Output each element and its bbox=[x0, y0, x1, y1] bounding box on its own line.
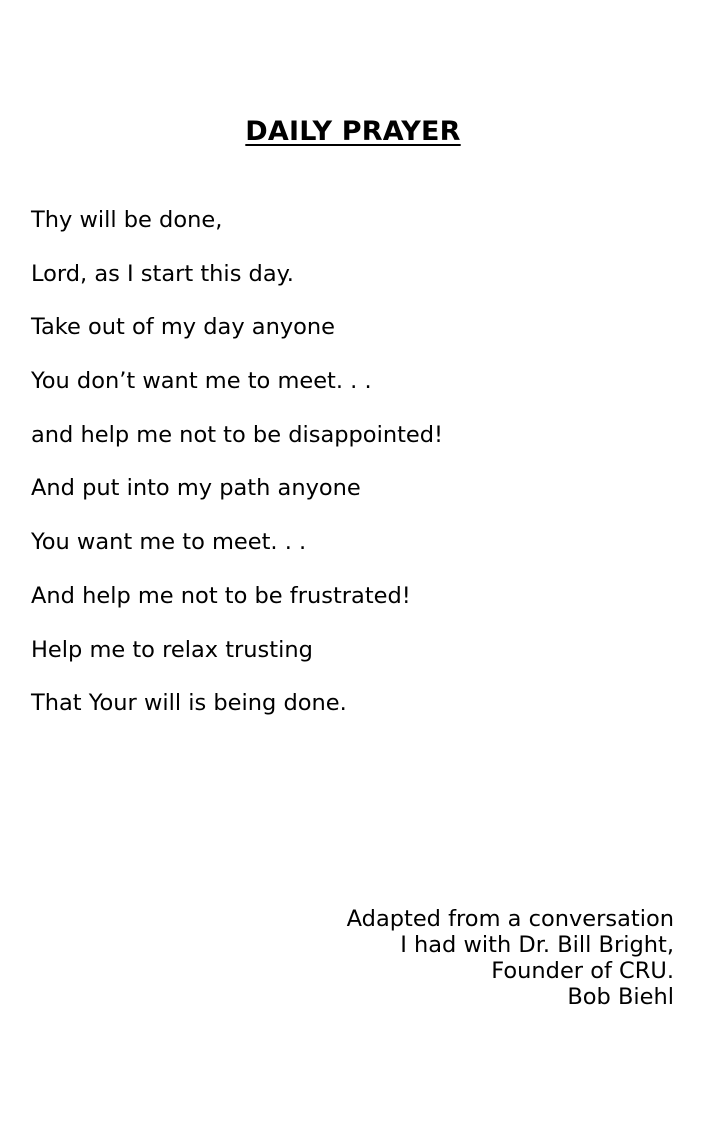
prayer-line: Help me to relax trusting bbox=[31, 636, 313, 663]
prayer-line: And help me not to be frustrated! bbox=[31, 582, 411, 609]
attribution-author: Bob Biehl bbox=[567, 984, 674, 1010]
attribution-block bbox=[347, 906, 674, 1010]
attribution-line: Adapted from a conversation bbox=[346, 906, 674, 932]
attribution-line: Founder of CRU. bbox=[491, 958, 674, 984]
prayer-line: That Your will is being done. bbox=[31, 690, 347, 717]
page-title: DAILY PRAYER bbox=[245, 116, 461, 147]
prayer-line: Take out of my day anyone bbox=[31, 314, 336, 341]
prayer-text bbox=[31, 202, 443, 739]
prayer-line: Lord, as I start this day. bbox=[31, 260, 294, 287]
prayer-line: Thy will be done, bbox=[31, 207, 223, 233]
prayer-line: and help me not to be disappointed! bbox=[31, 421, 444, 448]
attribution-line: I had with Dr. Bill Bright, bbox=[400, 932, 674, 958]
prayer-line: And put into my path anyone bbox=[31, 475, 361, 502]
prayer-line: You want me to meet. . . bbox=[31, 529, 307, 556]
prayer-line: You don’t want me to meet. . . bbox=[31, 368, 372, 395]
